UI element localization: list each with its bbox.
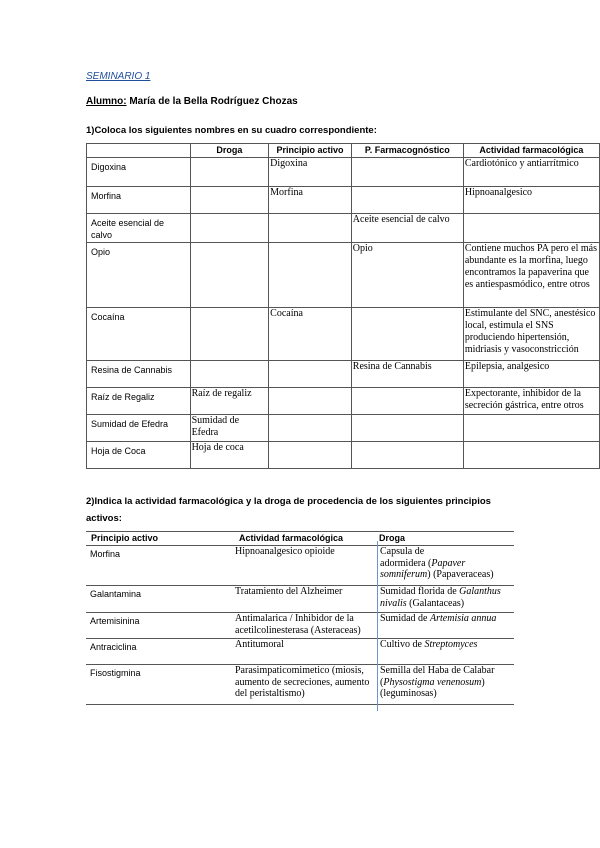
table-cell: Aceite esencial de calvo <box>351 214 463 243</box>
drug-text: (Galantaceas) <box>406 597 465 609</box>
table-cell: Hipnoanalgesico <box>463 187 599 214</box>
table-cell <box>190 214 269 243</box>
drug-text: Capsula de <box>380 546 425 557</box>
table-cell <box>269 243 352 308</box>
table-cell: Morfina <box>269 187 352 214</box>
table-row <box>87 388 600 415</box>
drug-text: ) (Papaveraceas) <box>427 569 494 580</box>
table-cell: Antitumoral <box>234 639 374 665</box>
drug-text: Cultivo de <box>380 639 425 650</box>
table-cell <box>374 586 514 613</box>
header-cell: Principio activo <box>269 144 352 158</box>
species-name: Artemisia annua <box>430 613 497 624</box>
table-cell: Antraciclina <box>86 639 234 665</box>
table-cell <box>190 158 269 187</box>
table-cell <box>269 388 352 415</box>
table-cell <box>269 442 352 469</box>
student-label: Alumno: <box>86 96 127 107</box>
question-1-heading: 1)Coloca los siguientes nombres en su cuadro correspondiente: <box>86 125 377 136</box>
table-cell: Aceite esencial de calvo <box>87 214 191 243</box>
table-cell <box>463 442 599 469</box>
table-cell <box>351 442 463 469</box>
table-cell: Epilepsia, analgesico <box>463 361 599 388</box>
table-row <box>87 214 600 243</box>
table-cell <box>351 415 463 442</box>
table-cell: Cocaína <box>87 308 191 361</box>
table-header-row <box>86 532 514 546</box>
drug-text: ) <box>481 676 485 688</box>
column-divider-line <box>377 541 378 711</box>
table-row <box>87 442 600 469</box>
table-cell: Estimulante del SNC, anestésico local, estimula el SNS produciendo hipertensión, midriasis y vasoconstricción <box>463 308 599 361</box>
table-cell: Digoxina <box>269 158 352 187</box>
table-cell: Fisostigmina <box>86 665 234 705</box>
table-cell <box>351 308 463 361</box>
table-cell <box>190 308 269 361</box>
table-cell: Raíz de regaliz <box>190 388 269 415</box>
table-cell <box>351 158 463 187</box>
table-cell: Digoxina <box>87 158 191 187</box>
table-cell <box>463 214 599 243</box>
table-cell: Morfina <box>86 546 234 586</box>
header-cell: Principio activo <box>86 532 234 546</box>
table-header-row <box>87 144 600 158</box>
table-cell: Opio <box>351 243 463 308</box>
header-cell: Actividad farmacológica <box>234 532 374 546</box>
table-cell <box>463 415 599 442</box>
table-cell: Parasimpaticomimetico (miosis, aumento de secreciones, aumento del peristaltismo) <box>234 665 374 705</box>
table-row <box>87 415 600 442</box>
table-cell: Raíz de Regaliz <box>87 388 191 415</box>
drug-text: Semilla del Haba de Calabar ( <box>380 665 495 688</box>
student-name: María de la Bella Rodríguez Chozas <box>129 96 298 107</box>
table-cell: Hoja de Coca <box>87 442 191 469</box>
table-cell <box>190 243 269 308</box>
table-row <box>87 361 600 388</box>
seminar-title: SEMINARIO 1 <box>86 71 151 82</box>
species-name: Streptomyces <box>424 639 478 650</box>
header-cell: P. Farmacognóstico <box>351 144 463 158</box>
header-cell <box>87 144 191 158</box>
table-cell <box>190 361 269 388</box>
table-cell: Cocaína <box>269 308 352 361</box>
table-row <box>86 613 514 639</box>
drug-text: (leguminosas) <box>380 688 437 699</box>
table-cell: Hoja de coca <box>190 442 269 469</box>
species-name: Papaver somniferum <box>380 557 466 580</box>
table-cell: Sumidad de Efedra <box>87 415 191 442</box>
table-cell <box>374 613 514 639</box>
header-cell: Droga <box>374 532 514 546</box>
table-cell: Galantamina <box>86 586 234 613</box>
table-cell <box>351 187 463 214</box>
table-row <box>86 639 514 665</box>
drug-text: adormidera ( <box>380 557 432 569</box>
table-row <box>87 187 600 214</box>
question-1-table <box>86 143 600 469</box>
table-row <box>87 158 600 187</box>
table-cell: Resina de Cannabis <box>351 361 463 388</box>
table-cell: Morfina <box>87 187 191 214</box>
table-cell: Artemisinina <box>86 613 234 639</box>
table-cell <box>374 546 514 586</box>
question-2-heading: 2)Indica la actividad farmacológica y la droga de procedencia de los siguientes principios activos: <box>86 496 491 524</box>
table-cell: Contiene muchos PA pero el más abundante es la morfina, luego encontramos la papaverina que es antiespasmódico, entre otros <box>463 243 599 308</box>
table-row <box>86 586 514 613</box>
table-row <box>86 665 514 705</box>
table-cell: Resina de Cannabis <box>87 361 191 388</box>
table-cell: Sumidad de Efedra <box>190 415 269 442</box>
table-row <box>87 243 600 308</box>
student-line <box>86 96 298 107</box>
table-cell: Hipnoanalgesico opioide <box>234 546 374 586</box>
drug-text: Sumidad de <box>380 613 430 624</box>
table-row <box>87 308 600 361</box>
table-cell <box>351 388 463 415</box>
table-cell: Expectorante, inhibidor de la secreción gástrica, entre otros <box>463 388 599 415</box>
table-cell <box>269 361 352 388</box>
species-name: Physostigma venenosum <box>383 676 482 688</box>
table-cell: Tratamiento del Alzheimer <box>234 586 374 613</box>
table-cell: Opio <box>87 243 191 308</box>
table-cell: Antimalarica / Inhibidor de la acetilcolinesterasa (Asteraceas) <box>234 613 374 639</box>
species-name: Galanthus nivalis <box>380 586 501 609</box>
question-2-table <box>86 531 514 705</box>
table-cell <box>190 187 269 214</box>
table-row <box>86 546 514 586</box>
table-cell <box>374 639 514 665</box>
table-cell <box>269 214 352 243</box>
table-cell <box>374 665 514 705</box>
header-cell: Droga <box>190 144 269 158</box>
table-cell <box>269 415 352 442</box>
header-cell: Actividad farmacológica <box>463 144 599 158</box>
table-cell: Cardiotónico y antiarrítmico <box>463 158 599 187</box>
drug-text: Sumidad florida de <box>380 586 460 597</box>
